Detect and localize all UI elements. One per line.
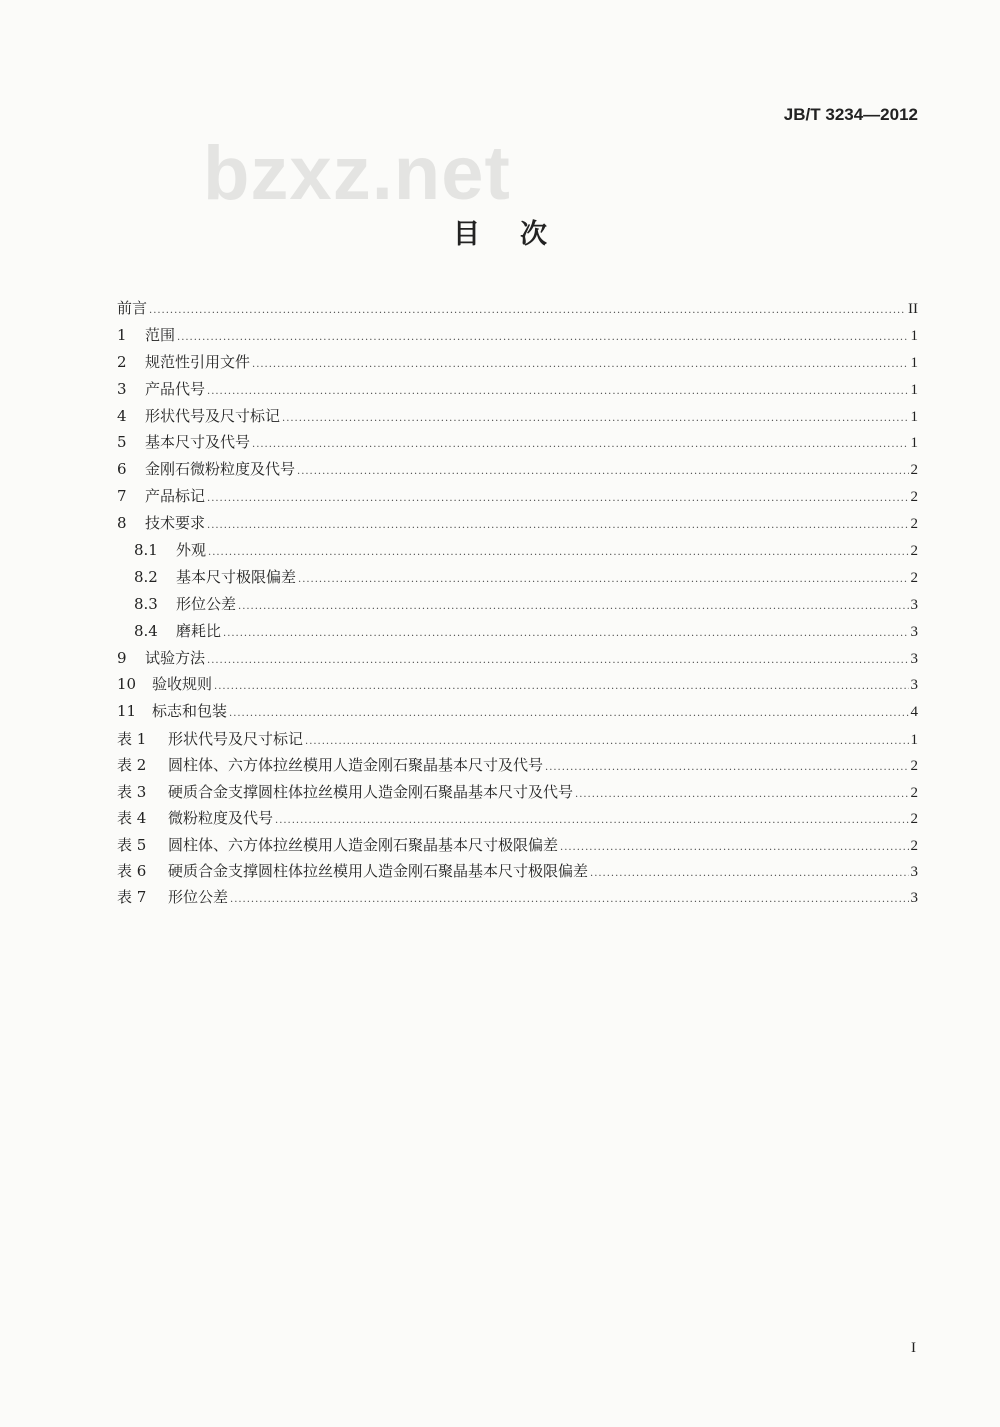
toc-entry-title: 金刚石微粉粒度及代号 (145, 460, 296, 479)
toc-entry-title: 微粉粒度及代号 (168, 809, 274, 828)
toc-entry-title: 形位公差 (176, 594, 237, 613)
watermark: bzxz.net (203, 131, 511, 216)
toc-entry-title: 形状代号及尺寸标记 (145, 406, 281, 425)
toc-entry[interactable] (117, 754, 918, 780)
dot-leader (207, 655, 908, 666)
toc-entry[interactable] (117, 324, 918, 351)
standard-code: JB/T 3234—2012 (783, 105, 918, 124)
toc-entry-page: 2 (910, 784, 918, 801)
toc-entry-page: 1 (910, 435, 918, 452)
toc-entry[interactable] (117, 351, 918, 378)
dot-leader (177, 332, 908, 343)
toc-entry-number: 表 2 (117, 756, 147, 775)
toc-entry-number: 8.2 (134, 567, 158, 586)
toc-entry[interactable] (117, 405, 918, 432)
toc-entry[interactable] (117, 297, 918, 324)
toc-entry-title: 产品代号 (145, 379, 206, 398)
dot-leader (297, 466, 908, 477)
toc-tables (117, 728, 918, 913)
toc-entry[interactable] (117, 700, 918, 727)
toc-entry-title: 形状代号及尺寸标记 (168, 730, 304, 748)
dot-leader (238, 601, 908, 612)
toc-entry-title: 硬质合金支撑圆柱体拉丝模用人造金刚石聚晶基本尺寸及代号 (168, 782, 574, 801)
toc-entry-page: 3 (910, 596, 918, 613)
toc-entry-number: 2 (117, 352, 127, 371)
dot-leader (214, 681, 908, 692)
toc-entry-page: 2 (910, 489, 918, 506)
toc-entry-title: 技术要求 (145, 514, 206, 533)
toc-entry-number: 8.3 (134, 594, 158, 613)
toc-entry-number: 10 (117, 675, 137, 694)
toc-entry-number: 9 (117, 648, 127, 667)
page-title: 目次 (453, 219, 587, 250)
toc-entry[interactable] (117, 431, 918, 458)
dot-leader (575, 789, 908, 800)
toc-entry-page: 2 (910, 569, 918, 586)
dot-leader (149, 305, 906, 316)
toc-entry[interactable] (117, 728, 918, 754)
toc-entry[interactable] (117, 886, 918, 912)
toc-entry[interactable] (117, 834, 918, 860)
dot-leader (252, 439, 908, 450)
toc-entry-page: 1 (910, 732, 918, 748)
toc-entry-number: 表 5 (117, 835, 147, 854)
toc-entry-number: 8 (117, 514, 127, 533)
toc-entry-title: 硬质合金支撑圆柱体拉丝模用人造金刚石聚晶基本尺寸极限偏差 (168, 861, 589, 880)
dot-leader (305, 736, 908, 747)
toc-entry-page: 3 (910, 650, 918, 667)
toc-entry-title: 磨耗比 (176, 621, 222, 640)
dot-leader (275, 815, 908, 826)
dot-leader (230, 894, 908, 905)
dot-leader (252, 359, 908, 370)
dot-leader (545, 762, 908, 773)
toc-entry-page: 2 (910, 811, 918, 828)
dot-leader (590, 868, 908, 879)
toc-entry-number: 8.4 (134, 621, 158, 640)
toc-entry-page: 2 (910, 462, 918, 479)
toc-entry-page: 4 (910, 704, 918, 721)
dot-leader (207, 493, 908, 504)
toc-entry-number: 5 (117, 433, 127, 452)
toc-entry-number: 表 3 (117, 782, 147, 801)
toc-entry-title: 基本尺寸及代号 (145, 433, 251, 452)
toc-entry-page: 1 (910, 327, 918, 344)
toc-entry[interactable] (117, 620, 918, 647)
toc-entry-title: 前言 (117, 299, 148, 317)
toc-entry-page: 3 (910, 623, 918, 640)
toc-entry[interactable] (117, 860, 918, 886)
toc-entry-number: 8.1 (134, 541, 158, 560)
toc-entry[interactable] (117, 458, 918, 485)
toc-entry-title: 形位公差 (168, 888, 229, 907)
toc-entry-number: 3 (117, 379, 127, 398)
toc-entry[interactable] (117, 781, 918, 807)
toc-entry-number: 表 7 (117, 888, 147, 907)
toc-entry-title: 试验方法 (145, 648, 206, 667)
toc-sections (117, 297, 918, 727)
toc-entry[interactable] (117, 593, 918, 620)
dot-leader (207, 386, 908, 397)
toc-entry-title: 圆柱体、六方体拉丝模用人造金刚石聚晶基本尺寸及代号 (168, 756, 544, 775)
toc-entry-page: 3 (910, 677, 918, 694)
toc-entry-page: 2 (910, 543, 918, 560)
toc-entry-number: 6 (117, 460, 127, 479)
toc-entry-page: 3 (910, 890, 918, 907)
toc-entry-title: 产品标记 (145, 487, 206, 506)
dot-leader (560, 842, 908, 853)
toc-entry-number: 1 (117, 325, 127, 344)
dot-leader (282, 413, 908, 424)
toc-entry[interactable] (117, 512, 918, 539)
toc-entry[interactable] (117, 378, 918, 405)
toc-entry-number: 表 6 (117, 861, 147, 880)
toc-entry-title: 范围 (145, 325, 176, 344)
toc-entry-page: 1 (910, 354, 918, 371)
dot-leader (207, 520, 908, 531)
toc-entry-number: 7 (117, 487, 127, 506)
toc-entry[interactable] (117, 539, 918, 566)
dot-leader (223, 628, 908, 639)
toc-entry-number: 表 4 (117, 809, 147, 828)
toc-entry-title: 规范性引用文件 (145, 352, 251, 371)
toc-entry-number: 4 (117, 406, 127, 425)
toc-entry-title: 外观 (176, 541, 207, 560)
toc-entry-page: 1 (910, 381, 918, 398)
toc-entry-number: 11 (117, 702, 137, 721)
toc-entry[interactable] (117, 673, 918, 700)
toc-entry-title: 圆柱体、六方体拉丝模用人造金刚石聚晶基本尺寸极限偏差 (168, 835, 559, 854)
toc-entry[interactable] (117, 807, 918, 833)
toc-entry[interactable] (117, 647, 918, 674)
dot-leader (298, 574, 908, 585)
toc-entry[interactable] (117, 485, 918, 512)
toc-entry-number: 表 1 (117, 730, 147, 748)
toc-entry[interactable] (117, 566, 918, 593)
page-number: I (911, 1340, 916, 1356)
toc-entry-page: 2 (910, 837, 918, 854)
toc-entry-page: 1 (910, 408, 918, 425)
toc-entry-title: 标志和包装 (152, 702, 228, 721)
toc-entry-page: 2 (910, 758, 918, 775)
dot-leader (208, 547, 908, 558)
toc-entry-page: II (908, 301, 918, 317)
toc-entry-page: 2 (910, 516, 918, 533)
toc-entry-title: 基本尺寸极限偏差 (176, 567, 297, 586)
toc-entry-title: 验收规则 (152, 675, 213, 694)
dot-leader (229, 708, 908, 719)
toc-entry-page: 3 (910, 863, 918, 880)
